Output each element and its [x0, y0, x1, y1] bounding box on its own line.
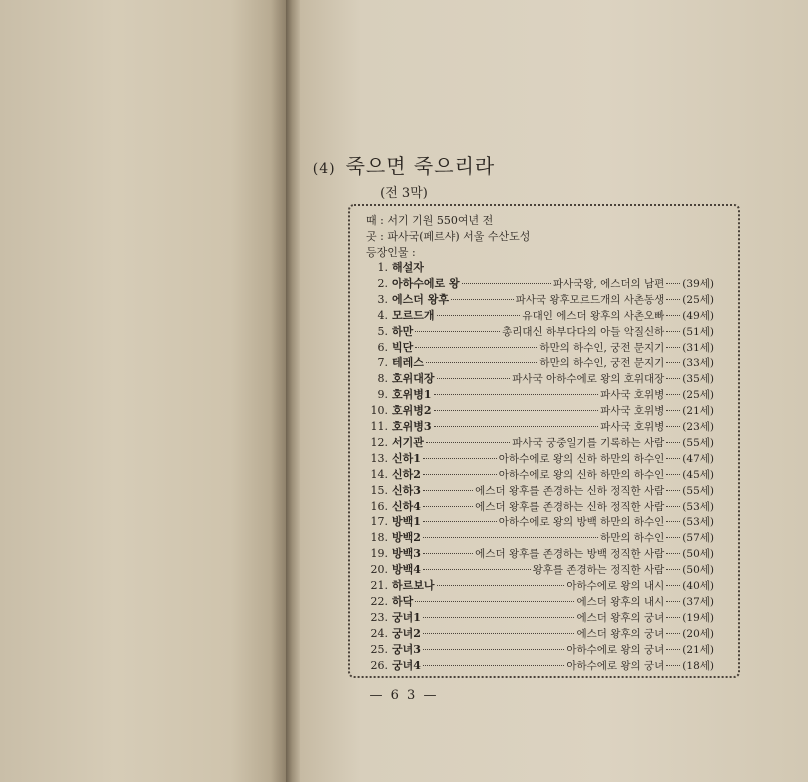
- leader-dots: [423, 537, 598, 538]
- leader-dots: [666, 410, 680, 411]
- leader-dots: [423, 617, 575, 618]
- leader-dots: [423, 458, 497, 459]
- cast-number: 7.: [377, 356, 388, 370]
- cast-age: (55세): [682, 436, 714, 449]
- leader-dots: [437, 585, 565, 586]
- cast-row: [360, 498, 714, 515]
- cast-row: [360, 513, 714, 530]
- cast-age: (57세): [682, 532, 714, 545]
- cast-age: (31세): [682, 341, 714, 354]
- cast-row: [360, 529, 714, 546]
- cast-age: (51세): [682, 325, 714, 338]
- leader-dots: [415, 347, 537, 348]
- cast-row: [360, 593, 714, 610]
- cast-name: 방백1: [392, 515, 421, 529]
- cast-heading: 등장인물 :: [366, 246, 416, 259]
- cast-age: (47세): [682, 452, 714, 465]
- leader-dots: [462, 283, 551, 284]
- leader-dots: [666, 426, 680, 427]
- leader-dots: [423, 665, 564, 666]
- cast-row: [360, 418, 714, 435]
- cast-age: (35세): [682, 373, 714, 386]
- cast-row: [360, 657, 714, 674]
- cast-description: 에스더 왕후를 존경하는 신하 정직한 사람: [475, 484, 665, 497]
- cast-number: 13.: [370, 451, 388, 465]
- cast-number: 2.: [377, 276, 388, 290]
- cast-row: [360, 307, 714, 324]
- cast-age: (18세): [682, 659, 714, 672]
- cast-number: 6.: [377, 340, 388, 354]
- cast-description: 파사국 궁중일기를 기록하는 사람: [512, 436, 665, 449]
- leader-dots: [666, 537, 680, 538]
- cast-description: 아하수에로 왕의 신하 하만의 하수인: [498, 468, 665, 481]
- cast-name: 하닥: [392, 594, 414, 608]
- cast-description: 하만의 하수인, 궁전 문지기: [539, 357, 665, 370]
- cast-name: 하만: [392, 324, 414, 338]
- leader-dots: [666, 362, 680, 363]
- cast-age: (39세): [682, 277, 714, 290]
- leader-dots: [666, 601, 680, 602]
- cast-name: 궁녀3: [392, 642, 421, 656]
- cast-number: 26.: [370, 658, 388, 672]
- cast-description: 하만의 하수인: [600, 532, 665, 545]
- cast-number: 21.: [370, 579, 388, 592]
- cast-row: [360, 609, 714, 626]
- cast-row: [360, 370, 714, 387]
- cast-name: 호위병1: [392, 388, 432, 402]
- cast-name: 방백2: [392, 531, 421, 545]
- cast-number: 5.: [377, 324, 388, 338]
- leader-dots: [423, 553, 473, 554]
- cast-row: [360, 466, 714, 483]
- leader-dots: [415, 601, 574, 602]
- leader-dots: [426, 362, 537, 363]
- leader-dots: [666, 506, 680, 507]
- leader-dots: [666, 569, 680, 570]
- cast-age: (25세): [682, 389, 714, 402]
- book-gutter: [286, 0, 300, 782]
- cast-name: 방백4: [392, 563, 421, 577]
- cast-description: 아하수에로 왕의 궁녀: [566, 643, 665, 656]
- leader-dots: [666, 521, 680, 522]
- leader-dots: [666, 315, 680, 316]
- cast-description: 하만의 하수인, 궁전 문지기: [539, 341, 665, 354]
- cast-number: 20.: [370, 563, 388, 577]
- left-page: [0, 0, 288, 782]
- play-title-text: 죽으면 죽으리라: [345, 154, 496, 178]
- cast-name: 신하4: [392, 499, 421, 513]
- cast-name: 아하수에로 왕: [392, 276, 460, 290]
- cast-number: 3.: [377, 292, 388, 306]
- cast-name: 신하2: [392, 467, 421, 481]
- cast-number: 14.: [370, 467, 388, 481]
- cast-age: (45세): [682, 468, 714, 481]
- cast-row: [360, 545, 714, 562]
- leader-dots: [451, 299, 514, 300]
- leader-dots: [666, 665, 680, 666]
- cast-number: 25.: [370, 642, 388, 656]
- leader-dots: [666, 299, 680, 300]
- cast-number: 23.: [370, 610, 388, 624]
- setting-place: 곳 : 파사국(페르샤) 서울 수산도성: [366, 230, 531, 243]
- cast-age: (33세): [682, 357, 714, 370]
- cast-number: 9.: [377, 388, 388, 402]
- cast-age: (37세): [682, 595, 714, 608]
- leader-dots: [666, 585, 680, 586]
- cast-description: 파사국 왕후모르드개의 사촌동생: [515, 293, 665, 306]
- leader-dots: [666, 458, 680, 459]
- leader-dots: [666, 394, 680, 395]
- cast-name: 궁녀4: [392, 658, 421, 672]
- cast-row: [360, 450, 714, 467]
- leader-dots: [434, 426, 599, 427]
- cast-age: (50세): [682, 548, 714, 561]
- cast-row: [360, 402, 714, 419]
- cast-age: (53세): [682, 500, 714, 513]
- cast-age: (40세): [682, 580, 714, 592]
- leader-dots: [666, 442, 680, 443]
- cast-number: 11.: [370, 420, 388, 433]
- cast-age: (49세): [682, 309, 714, 322]
- cast-description: 아하수에로 왕의 궁녀: [566, 659, 665, 672]
- cast-age: (25세): [682, 293, 714, 306]
- leader-dots: [666, 283, 680, 284]
- leader-dots: [666, 347, 680, 348]
- cast-description: 에스더 왕후의 내시: [576, 595, 665, 608]
- play-acts: (전 3막): [380, 186, 428, 201]
- leader-dots: [423, 474, 497, 475]
- cast-age: (21세): [682, 643, 714, 656]
- leader-dots: [437, 315, 521, 316]
- cast-number: 16.: [370, 499, 388, 513]
- cast-number: 22.: [370, 594, 388, 608]
- leader-dots: [666, 490, 680, 491]
- leader-dots: [423, 521, 497, 522]
- cast-age: (50세): [682, 564, 714, 577]
- cast-name: 빅단: [392, 340, 414, 354]
- cast-age: (19세): [682, 611, 714, 624]
- cast-number: 8.: [377, 372, 388, 386]
- leader-dots: [666, 633, 680, 634]
- cast-number: 4.: [377, 308, 388, 322]
- cast-description: 아하수에로 왕의 방백 하만의 하수인: [498, 516, 665, 529]
- cast-row: [360, 323, 714, 340]
- cast-description: 파사국 호위병: [600, 421, 665, 433]
- cast-number: 12.: [370, 435, 388, 449]
- leader-dots: [666, 553, 680, 554]
- cast-number: 10.: [370, 404, 388, 418]
- play-title: [0, 150, 808, 179]
- setting-time: 때 : 서기 기원 550여년 전: [366, 214, 494, 227]
- cast-name: 서기관: [392, 435, 424, 449]
- cast-number: 1.: [377, 261, 388, 274]
- cast-name: 궁녀1: [392, 610, 421, 624]
- cast-number: 19.: [370, 547, 388, 561]
- play-number: (4): [312, 161, 336, 177]
- cast-age: (21세): [682, 405, 714, 418]
- cast-description: 파사국 호위병: [600, 389, 665, 402]
- cast-row: [360, 577, 714, 594]
- cast-name: 테레스: [392, 356, 424, 370]
- leader-dots: [666, 378, 680, 379]
- cast-age: (53세): [682, 516, 714, 529]
- cast-description: 에스더 왕후의 궁녀: [576, 627, 665, 640]
- cast-row: [360, 339, 714, 356]
- cast-row: [360, 482, 714, 499]
- cast-description: 에스더 왕후를 존경하는 신하 정직한 사람: [475, 500, 665, 513]
- cast-description: 아하수에로 왕의 내시: [566, 580, 665, 592]
- cast-name: 호위대장: [392, 372, 435, 386]
- cast-name: 궁녀2: [392, 626, 421, 640]
- cast-description: 파사국 호위병: [600, 405, 665, 418]
- cast-name: 모르드개: [392, 308, 435, 322]
- cast-name: 방백3: [392, 547, 421, 561]
- cast-row: [360, 275, 714, 292]
- cast-row: [360, 434, 714, 451]
- page-number: — 6 3 —: [369, 688, 439, 703]
- cast-row: [360, 641, 714, 658]
- cast-age: (23세): [682, 421, 714, 433]
- cast-description: 에스더 왕후를 존경하는 방백 정직한 사람: [475, 548, 665, 561]
- leader-dots: [666, 649, 680, 650]
- leader-dots: [666, 474, 680, 475]
- cast-description: 에스더 왕후의 궁녀: [576, 611, 665, 624]
- cast-row: [360, 291, 714, 308]
- leader-dots: [437, 378, 511, 379]
- cast-number: 17.: [370, 515, 388, 529]
- cast-name: 신하1: [392, 451, 421, 465]
- cast-description: 왕후를 존경하는 정직한 사람: [532, 564, 665, 577]
- leader-dots: [434, 394, 599, 395]
- leader-dots: [423, 633, 575, 634]
- leader-dots: [426, 442, 510, 443]
- leader-dots: [434, 410, 599, 411]
- leader-dots: [423, 506, 473, 507]
- cast-row: [360, 561, 714, 578]
- cast-age: (55세): [682, 484, 714, 497]
- cast-row: [360, 625, 714, 642]
- cast-row: [360, 354, 714, 371]
- cast-description: 파사국왕, 에스더의 남편: [552, 277, 665, 290]
- cast-name: 해설자: [392, 261, 424, 274]
- leader-dots: [415, 331, 500, 332]
- cast-name: 신하3: [392, 483, 421, 497]
- cast-number: 18.: [370, 531, 388, 545]
- leader-dots: [423, 649, 564, 650]
- cast-number: 24.: [370, 626, 388, 640]
- leader-dots: [423, 490, 473, 491]
- cast-age: (20세): [682, 627, 714, 640]
- leader-dots: [666, 617, 680, 618]
- cast-row: [360, 259, 714, 276]
- leader-dots: [666, 331, 680, 332]
- cast-description: 아하수에로 왕의 신하 하만의 하수인: [498, 452, 665, 465]
- cast-name: 호위병2: [392, 404, 432, 418]
- cast-name: 에스더 왕후: [392, 292, 449, 306]
- cast-name: 하르보나: [392, 579, 435, 592]
- cast-description: 파사국 아하수에로 왕의 호위대장: [512, 373, 665, 386]
- cast-number: 15.: [370, 483, 388, 497]
- cast-row: [360, 386, 714, 403]
- cast-name: 호위병3: [392, 420, 432, 433]
- leader-dots: [423, 569, 531, 570]
- cast-description: 총리대신 하부다다의 아들 악질신하: [502, 325, 665, 338]
- cast-description: 유대인 에스더 왕후의 사촌오빠: [522, 309, 665, 322]
